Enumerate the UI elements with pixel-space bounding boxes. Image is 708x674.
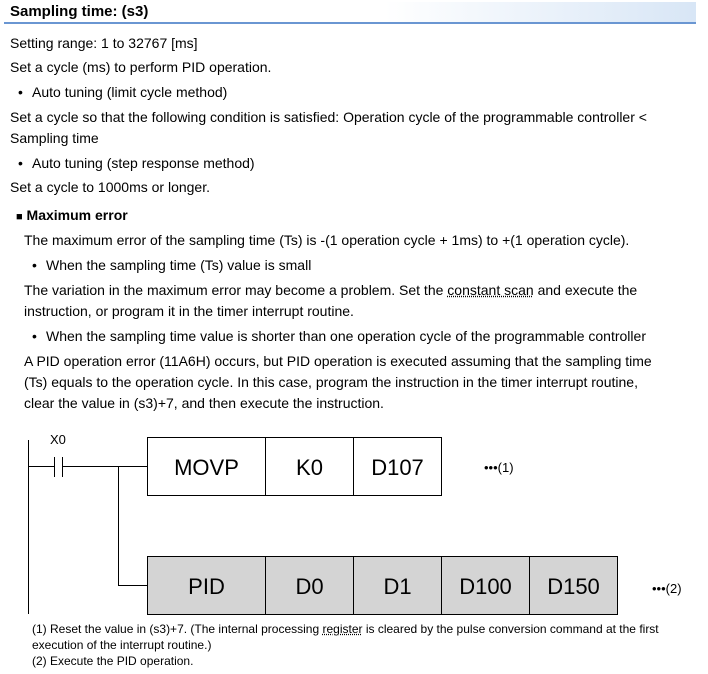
bullet-step-response: • Auto tuning (step response method) [32,153,255,173]
rung2-operand-2: D1 [383,574,412,599]
note-2: (2) Execute the PID operation. [32,654,194,668]
rung1-instruction: MOVP [174,455,239,480]
rung2-instruction: PID [188,574,225,599]
limit-cycle-text-2: Sampling time [10,130,99,146]
bullet-shorter-cycle: • When the sampling time value is shorter than one operation cycle of the programmable controller [46,326,646,346]
rung2-operand-1: D0 [295,574,324,599]
intro-text: Set a cycle (ms) to perform PID operation. [10,59,272,75]
variation-line2: instruction, or program it in the timer interrupt routine. [24,303,354,319]
limit-cycle-text-1: Set a cycle so that the following condition is satisfied: Operation cycle of the programmable controller < [10,109,647,125]
rung1-note: •••(1) [484,460,514,475]
rung1-operand-2: D107 [371,455,424,480]
rung2-note: •••(2) [652,581,682,596]
setting-range: Setting range: 1 to 32767 [ms] [10,35,198,51]
contact-label: X0 [50,432,66,447]
rung2-operand-4: D150 [547,574,600,599]
rung2-operand-3: D100 [459,574,512,599]
constant-scan-link[interactable]: constant scan [447,282,534,298]
rung1-operand-1: K0 [296,455,323,480]
note-1-text-a: (1) Reset the value in (s3)+7. (The internal processing [32,622,323,636]
variation-text-b: and execute the [533,282,638,298]
max-error-line1: The maximum error of the sampling time (Ts) is -(1 operation cycle + 1ms) to +(1 operation cycle). [24,232,630,248]
square-bullet-icon: ■ [16,211,23,223]
variation-text-a: The variation in the maximum error may become a problem. Set the [24,282,448,298]
step-response-text: Set a cycle to 1000ms or longer. [10,179,210,195]
max-error-title: Maximum error [26,207,128,223]
heading-title: Sampling time: (s3) [10,3,149,20]
bullet-small-value: • When the sampling time (Ts) value is small [46,255,311,275]
bullet-limit-cycle: • Auto tuning (limit cycle method) [32,82,227,102]
note-1-line2: execution of the interrupt routine.) [32,638,212,652]
note-1-text-b: is cleared by the pulse conversion command at the first [362,622,659,636]
pid-error-line3: clear the value in (s3)+7, and then execute the instruction. [24,395,384,411]
pid-error-line1: A PID operation error (11A6H) occurs, but PID operation is executed assuming that the sampling time [24,353,652,369]
note-1-line1 [32,621,659,637]
pid-error-line2: (Ts) equals to the operation cycle. In this case, program the instruction in the timer interrupt routine, [24,374,638,390]
register-link[interactable]: register [322,622,363,636]
